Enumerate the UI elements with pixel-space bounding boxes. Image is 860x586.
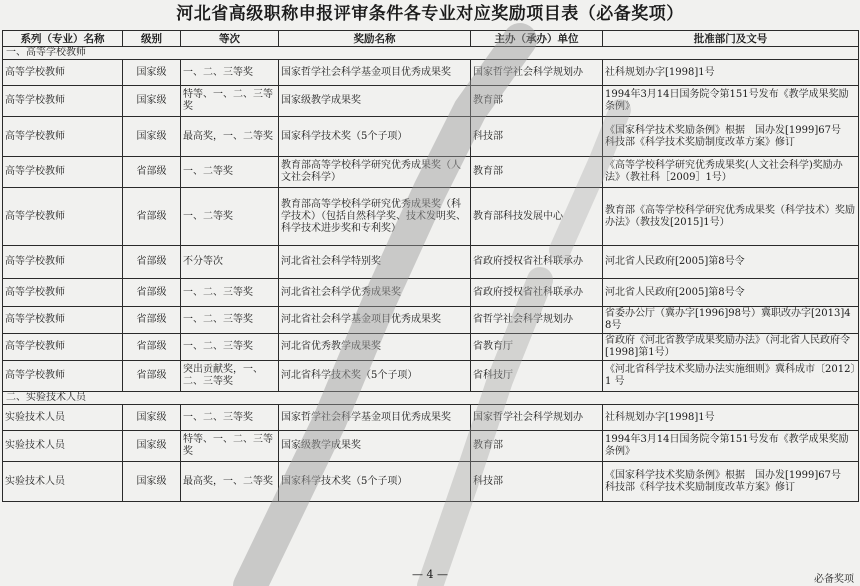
cell-approval: 《河北省科学技术奖励办法实施细则》冀科成市〔2012〕1 号 (603, 361, 859, 392)
cell-level: 省部级 (123, 279, 181, 307)
cell-series: 高等学校教师 (3, 361, 123, 392)
section-row (3, 47, 859, 60)
table-row (3, 60, 859, 86)
section-label: 二、实验技术人员 (3, 392, 859, 405)
cell-series: 高等学校教师 (3, 188, 123, 246)
cell-series: 高等学校教师 (3, 157, 123, 188)
cell-award: 国家科学技术奖（5个子项） (279, 117, 471, 157)
header-award: 奖励名称 (279, 31, 471, 47)
section-row (3, 392, 859, 405)
cell-grade: 一、二、三等奖 (181, 60, 279, 86)
cell-approval: 《高等学校科学研究优秀成果奖(人文社会科学)奖励办法》（教社科［2009］1号） (603, 157, 859, 188)
cell-award: 国家哲学社会科学基金项目优秀成果奖 (279, 405, 471, 431)
cell-level: 国家级 (123, 117, 181, 157)
cell-approval: 《国家科学技术奖励条例》根据 国办发[1999]67号 科技部《科学技术奖励制度改革方案》修订 (603, 462, 859, 502)
cell-series: 高等学校教师 (3, 334, 123, 361)
cell-approval: 1994年3月14日国务院令第151号发布《教学成果奖励条例》 (603, 431, 859, 462)
table-row (3, 188, 859, 246)
table-header-row (3, 31, 859, 47)
cell-organizer: 省政府授权省社科联承办 (471, 279, 603, 307)
cell-grade: 一、二、三等奖 (181, 279, 279, 307)
awards-table (2, 30, 859, 502)
table-row (3, 86, 859, 117)
cell-organizer: 科技部 (471, 117, 603, 157)
cell-series: 实验技术人员 (3, 431, 123, 462)
cell-series: 高等学校教师 (3, 117, 123, 157)
cell-level: 省部级 (123, 188, 181, 246)
table-row (3, 334, 859, 361)
document-title: 河北省高级职称申报评审条件各专业对应奖励项目表（必备奖项） (176, 4, 684, 24)
cell-grade: 突出贡献奖，一、二、三等奖 (181, 361, 279, 392)
cell-grade: 一、二等奖 (181, 188, 279, 246)
cell-series: 高等学校教师 (3, 86, 123, 117)
table-row (3, 157, 859, 188)
cell-level: 省部级 (123, 246, 181, 279)
cell-grade: 特等、一、二、三等奖 (181, 431, 279, 462)
cell-level: 省部级 (123, 334, 181, 361)
cell-approval: 河北省人民政府[2005]第8号令 (603, 246, 859, 279)
cell-approval: 河北省人民政府[2005]第8号令 (603, 279, 859, 307)
cell-approval: 1994年3月14日国务院令第151号发布《教学成果奖励条例》 (603, 86, 859, 117)
header-series: 系列（专业）名称 (3, 31, 123, 47)
cell-award: 教育部高等学校科学研究优秀成果奖（科学技术）（包括自然科学奖、技术发明奖、科学技术进步奖和专利奖） (279, 188, 471, 246)
cell-award: 河北省社会科学特别奖 (279, 246, 471, 279)
cell-organizer: 省教育厅 (471, 334, 603, 361)
cell-level: 省部级 (123, 361, 181, 392)
cell-approval: 省政府《河北省教学成果奖励办法》（河北省人民政府令[1998]第1号） (603, 334, 859, 361)
cell-approval: 教育部《高等学校科学研究优秀成果奖（科学技术）奖励办法》（教技发[2015]1号） (603, 188, 859, 246)
cell-level: 国家级 (123, 405, 181, 431)
cell-award: 国家哲学社会科学基金项目优秀成果奖 (279, 60, 471, 86)
cell-level: 省部级 (123, 157, 181, 188)
cell-award: 河北省社会科学优秀成果奖 (279, 279, 471, 307)
cell-award: 河北省科学技术奖（5个子项） (279, 361, 471, 392)
cell-award: 国家级教学成果奖 (279, 86, 471, 117)
cell-grade: 一、二、三等奖 (181, 334, 279, 361)
table-row (3, 405, 859, 431)
cell-series: 高等学校教师 (3, 307, 123, 334)
cell-grade: 不分等次 (181, 246, 279, 279)
cell-series: 高等学校教师 (3, 246, 123, 279)
cell-organizer: 科技部 (471, 462, 603, 502)
cell-award: 国家级教学成果奖 (279, 431, 471, 462)
cell-award: 教育部高等学校科学研究优秀成果奖（人文社会科学） (279, 157, 471, 188)
cell-award: 国家科学技术奖（5个子项） (279, 462, 471, 502)
cell-award: 河北省优秀教学成果奖 (279, 334, 471, 361)
cell-grade: 最高奖，一、二等奖 (181, 462, 279, 502)
cell-organizer: 教育部 (471, 86, 603, 117)
cell-approval: 社科规划办字[1998]1号 (603, 405, 859, 431)
cell-level: 国家级 (123, 86, 181, 117)
cell-grade: 特等、一、二、三等奖 (181, 86, 279, 117)
cell-approval: 省委办公厅（冀办字[1996]98号）冀职改办字[2013]48号 (603, 307, 859, 334)
table-row (3, 431, 859, 462)
cell-series: 高等学校教师 (3, 279, 123, 307)
cell-organizer: 教育部 (471, 157, 603, 188)
cell-grade: 一、二、三等奖 (181, 405, 279, 431)
page-number: — 4 — (412, 568, 448, 581)
table-row (3, 307, 859, 334)
table-row (3, 462, 859, 502)
cell-organizer: 省政府授权省社科联承办 (471, 246, 603, 279)
cell-series: 高等学校教师 (3, 60, 123, 86)
cell-grade: 一、二等奖 (181, 157, 279, 188)
table-row (3, 361, 859, 392)
table-body (3, 47, 859, 502)
cell-grade: 最高奖，一、二等奖 (181, 117, 279, 157)
cell-organizer: 国家哲学社会科学规划办 (471, 60, 603, 86)
header-level: 级别 (123, 31, 181, 47)
cell-approval: 社科规划办字[1998]1号 (603, 60, 859, 86)
cell-organizer: 教育部科技发展中心 (471, 188, 603, 246)
cell-level: 国家级 (123, 431, 181, 462)
header-approval: 批准部门及文号 (603, 31, 859, 47)
section-label: 一、高等学校教师 (3, 47, 859, 60)
cell-level: 省部级 (123, 307, 181, 334)
cell-organizer: 省科技厅 (471, 361, 603, 392)
header-organizer: 主办（承办）单位 (471, 31, 603, 47)
cell-organizer: 教育部 (471, 431, 603, 462)
cell-level: 国家级 (123, 60, 181, 86)
header-grade: 等次 (181, 31, 279, 47)
cell-grade: 一、二、三等奖 (181, 307, 279, 334)
cell-organizer: 国家哲学社会科学规划办 (471, 405, 603, 431)
cell-level: 国家级 (123, 462, 181, 502)
table-row (3, 117, 859, 157)
cell-approval: 《国家科学技术奖励条例》根据 国办发[1999]67号 科技部《科学技术奖励制度改革方案》修订 (603, 117, 859, 157)
cell-award: 河北省社会科学基金项目优秀成果奖 (279, 307, 471, 334)
cell-organizer: 省哲学社会科学规划办 (471, 307, 603, 334)
cell-series: 实验技术人员 (3, 405, 123, 431)
table-row (3, 246, 859, 279)
cell-series: 实验技术人员 (3, 462, 123, 502)
table-row (3, 279, 859, 307)
footer-label: 必备奖项 (814, 574, 854, 585)
